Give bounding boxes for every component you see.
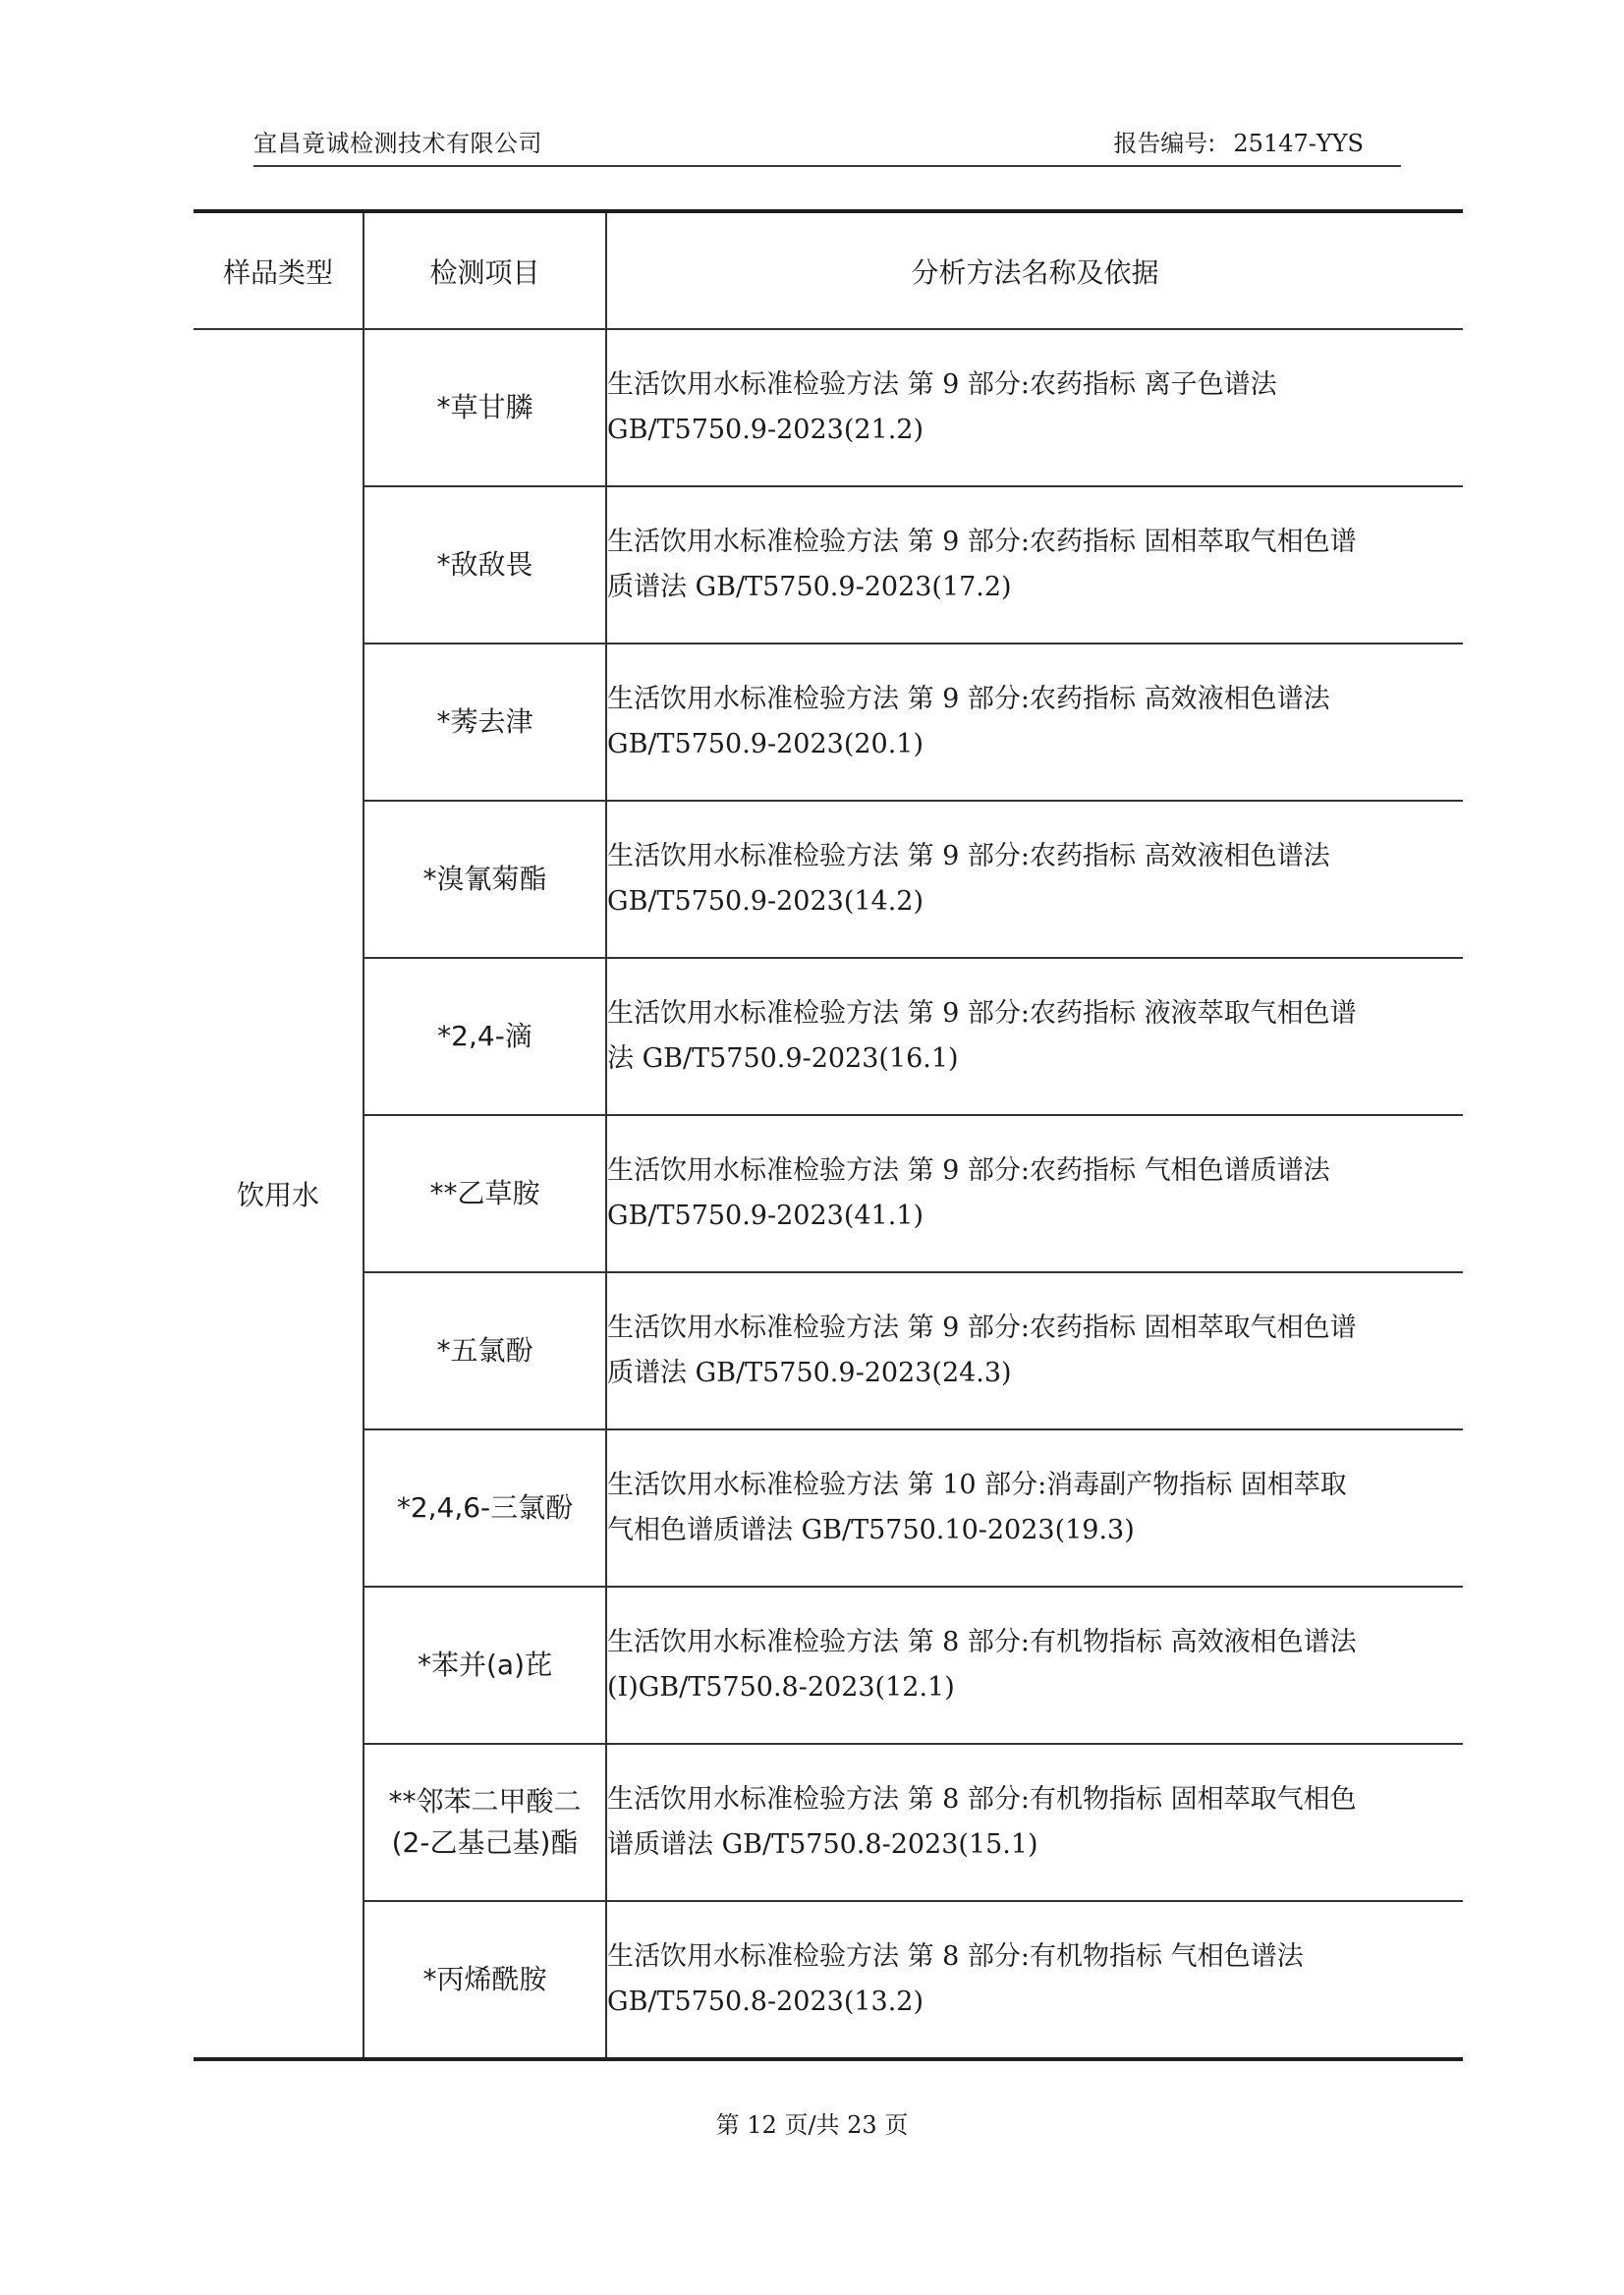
method-name: 生活饮用水标准检验方法 第 10 部分:消毒副产物指标 固相萃取 [607,1470,1347,1500]
method-name: 生活饮用水标准检验方法 第 9 部分:农药指标 液液萃取气相色谱 [607,998,1357,1029]
sample-type-cell: 饮用水 [194,329,364,2059]
table-row [194,644,1463,801]
test-item-cell: **乙草胺 [364,1115,606,1272]
method-standard: 质谱法 GB/T5750.9-2023(17.2) [607,572,1012,602]
method-cell [606,486,1463,644]
method-name: 生活饮用水标准检验方法 第 9 部分:农药指标 高效液相色谱法 [607,841,1330,871]
method-name: 生活饮用水标准检验方法 第 9 部分:农药指标 固相萃取气相色谱 [607,1313,1357,1343]
method-standard: GB/T5750.8-2023(13.2) [607,1987,924,2017]
column-header-method: 分析方法名称及依据 [606,211,1463,329]
method-standard: GB/T5750.9-2023(20.1) [607,729,924,759]
test-item-cell: *莠去津 [364,644,606,801]
method-standard: 法 GB/T5750.9-2023(16.1) [607,1043,959,1074]
method-name: 生活饮用水标准检验方法 第 9 部分:农药指标 离子色谱法 [607,369,1277,400]
report-number-value: 25147-YYS [1233,130,1364,157]
table-row [194,1587,1463,1744]
method-cell [606,1272,1463,1429]
method-cell [606,1115,1463,1272]
report-number-label: 报告编号: [1113,130,1216,157]
method-cell [606,1744,1463,1901]
test-item-line: (2-乙基己基)酯 [391,1826,579,1859]
method-cell [606,958,1463,1115]
test-item-cell: *溴氰菊酯 [364,801,606,958]
test-item-cell: *丙烯酰胺 [364,1901,606,2059]
method-cell [606,801,1463,958]
test-item-cell: *2,4,6-三氯酚 [364,1429,606,1587]
table-row [194,1744,1463,1901]
method-name: 生活饮用水标准检验方法 第 8 部分:有机物指标 固相萃取气相色 [607,1784,1357,1815]
method-cell [606,1901,1463,2059]
method-name: 生活饮用水标准检验方法 第 8 部分:有机物指标 气相色谱法 [607,1941,1304,1972]
method-standard: 质谱法 GB/T5750.9-2023(24.3) [607,1358,1012,1388]
method-standard: GB/T5750.9-2023(21.2) [607,415,924,445]
table-row [194,958,1463,1115]
method-cell [606,329,1463,486]
method-name: 生活饮用水标准检验方法 第 9 部分:农药指标 高效液相色谱法 [607,684,1330,714]
table-row [194,801,1463,958]
method-cell [606,644,1463,801]
method-standard: (I)GB/T5750.8-2023(12.1) [607,1672,955,1703]
company-name: 宜昌竟诚检测技术有限公司 [253,130,542,157]
table-row [194,1429,1463,1587]
table-row [194,329,1463,486]
report-number [1113,124,1364,158]
test-item-cell: *苯并(a)芘 [364,1587,606,1744]
test-item-cell: *2,4-滴 [364,958,606,1115]
method-name: 生活饮用水标准检验方法 第 9 部分:农药指标 固相萃取气相色谱 [607,527,1357,557]
method-standard: GB/T5750.9-2023(14.2) [607,886,924,917]
test-item-cell: *敌敌畏 [364,486,606,644]
test-item-cell: *五氯酚 [364,1272,606,1429]
page-header [253,116,1401,167]
table-header-row [194,211,1463,329]
method-standard: GB/T5750.9-2023(41.1) [607,1201,924,1231]
table-row [194,1115,1463,1272]
table-row [194,1901,1463,2059]
column-header-test-item: 检测项目 [364,211,606,329]
table-row [194,486,1463,644]
method-name: 生活饮用水标准检验方法 第 9 部分:农药指标 气相色谱质谱法 [607,1155,1330,1186]
table-row [194,1272,1463,1429]
test-item-cell: *草甘膦 [364,329,606,486]
method-cell [606,1587,1463,1744]
page-number: 第 12 页/共 23 页 [715,2111,909,2139]
test-item-cell [364,1744,606,1901]
method-name: 生活饮用水标准检验方法 第 8 部分:有机物指标 高效液相色谱法 [607,1627,1357,1657]
test-item-line: **邻苯二甲酸二 [388,1785,582,1818]
column-header-sample-type: 样品类型 [194,211,364,329]
method-standard: 谱质谱法 GB/T5750.8-2023(15.1) [607,1829,1038,1860]
method-table [194,209,1463,2061]
method-cell [606,1429,1463,1587]
method-standard: 气相色谱质谱法 GB/T5750.10-2023(19.3) [607,1515,1135,1545]
